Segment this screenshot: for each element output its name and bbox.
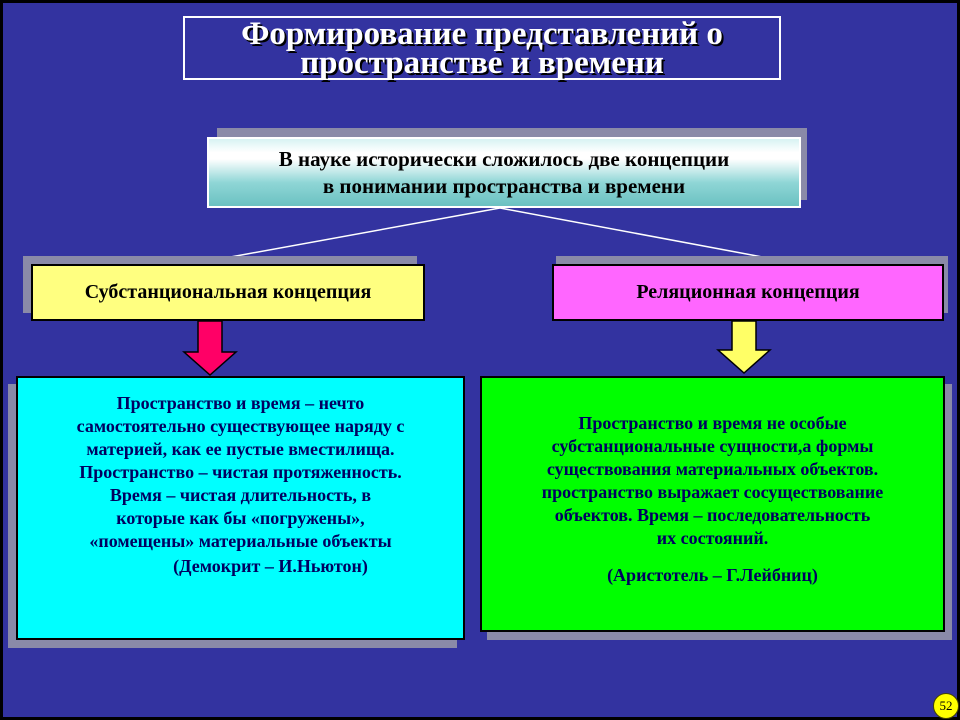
substantial-desc-line: Пространство – чистая протяженность.	[79, 462, 402, 482]
relational-desc-line: пространство выражает сосуществование	[541, 482, 884, 502]
page-number-badge	[933, 693, 959, 719]
substantial-citation: (Демокрит – И.Ньютон)	[173, 556, 368, 576]
relational-citation: (Аристотель – Г.Лейбниц)	[607, 565, 818, 585]
substantial-desc-line: Время – чистая длительность, в	[109, 485, 372, 505]
substantial-desc-line: Пространство и время – нечто	[116, 393, 365, 413]
substantial-concept-label: Субстанциональная концепция	[84, 281, 372, 303]
relational-desc-line: их состояний.	[656, 528, 769, 548]
relational-concept-label: Реляционная концепция	[636, 281, 860, 303]
substantial-desc-line: материей, как ее пустые вместилища.	[86, 439, 395, 459]
substantial-description	[16, 376, 465, 640]
relational-concept-box	[552, 264, 944, 321]
relational-desc-line: существования материальных объектов.	[546, 459, 879, 479]
substantial-desc-line: «помещены» материальные объекты	[89, 531, 392, 551]
relational-desc-line: объектов. Время – последовательность	[554, 505, 871, 525]
substantial-concept-box	[31, 264, 425, 321]
top-box-line-1: В науке исторически сложилось две концепции	[278, 147, 730, 171]
title-line-2: пространстве и времени	[300, 45, 664, 81]
title-line-1: Формирование представлений о	[241, 16, 723, 52]
top-box-line-2: в понимании пространства и времени	[322, 174, 686, 198]
substantial-desc-line: которые как бы «погружены»,	[116, 508, 365, 528]
relational-desc-line: субстанциональные сущности,а формы	[551, 436, 874, 456]
arrow-down-left-icon	[184, 321, 236, 375]
page-number: 52	[939, 698, 953, 713]
arrow-down-right-icon	[718, 321, 770, 373]
relational-description	[480, 376, 945, 632]
substantial-desc-line: самостоятельно существующее наряду с	[76, 416, 405, 436]
relational-desc-line: Пространство и время не особые	[578, 413, 847, 433]
